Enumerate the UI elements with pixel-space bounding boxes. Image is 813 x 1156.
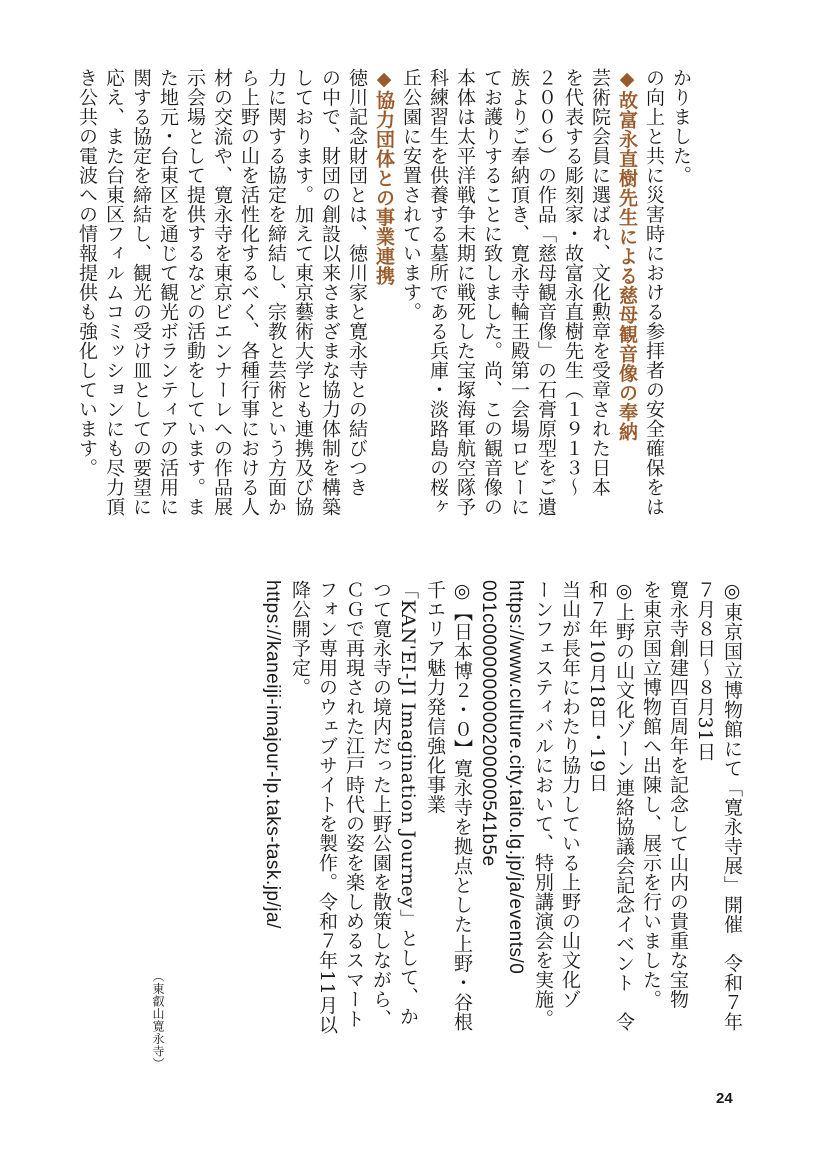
paragraph-line: てお護りすることに致しました。尚、この観音像の bbox=[481, 68, 503, 517]
event-line: を東京国立博物館へ出陳し、展示を行いました。 bbox=[640, 580, 662, 1009]
event-line: 当山が長年にわたり協力している上野の山文化ゾ bbox=[559, 580, 581, 1009]
paragraph-line: た地元・台東区を通じて観光ボランティアの活用に bbox=[157, 68, 179, 517]
event-url-link[interactable]: 001c0000000000200000541b5e bbox=[478, 580, 499, 867]
events-list-block bbox=[185, 580, 745, 1070]
event-line: フォン専用のウェブサイトを製作。令和７年11月以 bbox=[316, 580, 338, 1035]
event-url-link[interactable]: https://www.culture.city.taito.lg.jp/ja/events/0 bbox=[505, 580, 526, 975]
paragraph-line: しております。加えて東京藝術大学とも連携及び協 bbox=[292, 68, 314, 517]
page-number: 24 bbox=[716, 1090, 733, 1107]
event-title-museum: ◎東京国立博物館にて「寛永寺展」開催 令和７年 bbox=[721, 580, 743, 1032]
section-heading-text: 故富永直樹先生による慈母観音像の奉納 bbox=[616, 90, 638, 442]
paragraph-line: 示会場として提供するなどの活動をしています。ま bbox=[184, 68, 206, 517]
event-line: 寛永寺創建四百周年を記念して山内の貴重な宝物 bbox=[667, 580, 689, 1009]
paragraph-line: ２００６）の作品「慈母観音像」の石膏原型をご遺 bbox=[535, 68, 557, 517]
section-heading-text: 協力団体との事業連携 bbox=[373, 90, 395, 286]
intro-line: の向上と共に災害時における参拝者の安全確保をは bbox=[643, 68, 665, 517]
paragraph-line: ら上野の山を活性化するべく、各種行事における人 bbox=[238, 68, 260, 517]
event-line: つて寛永寺の境内だった上野公園を散策しながら、 bbox=[370, 580, 392, 1029]
event-line: ＣＧで再現された江戸時代の姿を楽しめるスマート bbox=[343, 580, 365, 1029]
paragraph-line: 丘公園に安置されています。 bbox=[400, 68, 422, 322]
event-line: 「KAN'EI-JI Imagination Journey」として、か bbox=[397, 580, 419, 1026]
paragraph-line: 力に関する協定を締結し、宗教と芸術という方面か bbox=[265, 68, 287, 517]
event-line: ７月８日〜８月31日 bbox=[694, 580, 716, 762]
intro-line: かりました。 bbox=[670, 68, 692, 185]
paragraph-line: 本体は太平洋戦争末期に戦死した宝塚海軍航空隊予 bbox=[454, 68, 476, 517]
paragraph-line: 科練習生を供養する墓所である兵庫・淡路島の桜ヶ bbox=[427, 68, 449, 517]
paragraph-line: を代表する彫刻家・故富永直樹先生（１９１３〜 bbox=[562, 68, 584, 497]
event-line: ーンフェスティバルにおいて、特別講演会を実施。 bbox=[532, 580, 554, 1029]
diamond-bullet-icon: ◆ bbox=[373, 68, 395, 91]
event-line: 降公開予定。 bbox=[289, 580, 311, 697]
paragraph-line: 材の交流や、寛永寺を東京ビエンナーレへの作品展 bbox=[211, 68, 233, 517]
section-heading-partners bbox=[370, 68, 397, 508]
event-title-culture-zone: ◎上野の山文化ゾーン連絡協議会記念イベント 令 bbox=[613, 580, 635, 1032]
paragraph-line: 芸術院会員に選ばれ、文化勲章を受章された日本 bbox=[589, 68, 611, 497]
paragraph-line: の中で、財団の創設以来さまざまな協力体制を構築 bbox=[319, 68, 341, 517]
event-line: 和７年10月18日・19日 bbox=[586, 580, 608, 793]
paragraph-line: き公共の電波への情報提供も強化しています。 bbox=[76, 68, 98, 478]
diamond-bullet-icon: ◆ bbox=[616, 68, 638, 91]
paragraph-line: 族よりご奉納頂き、寛永寺輪王殿第一会場ロビーに bbox=[508, 68, 530, 517]
event-title-nihonhaku: ◎【日本博２・０】寛永寺を拠点とした上野・谷根 bbox=[451, 580, 473, 1032]
author-credit: （東叡山寛永寺） bbox=[151, 970, 165, 1070]
paragraph-line: 応え、また台東区フィルムコミッションにも尽力頂 bbox=[103, 68, 125, 517]
section-heading-statue bbox=[613, 68, 640, 508]
paragraph-line: 関する協定を締結し、観光の受け皿としての要望に bbox=[130, 68, 152, 517]
event-line: 千エリア魅力発信強化事業 bbox=[424, 580, 446, 814]
event-url-link[interactable]: https://kaneiji-imajour-lp.taks-task.jp/ja/ bbox=[262, 580, 283, 929]
paragraph-line: 徳川記念財団とは、徳川家と寛永寺との結びつき bbox=[346, 68, 368, 497]
main-article-block bbox=[64, 68, 694, 517]
